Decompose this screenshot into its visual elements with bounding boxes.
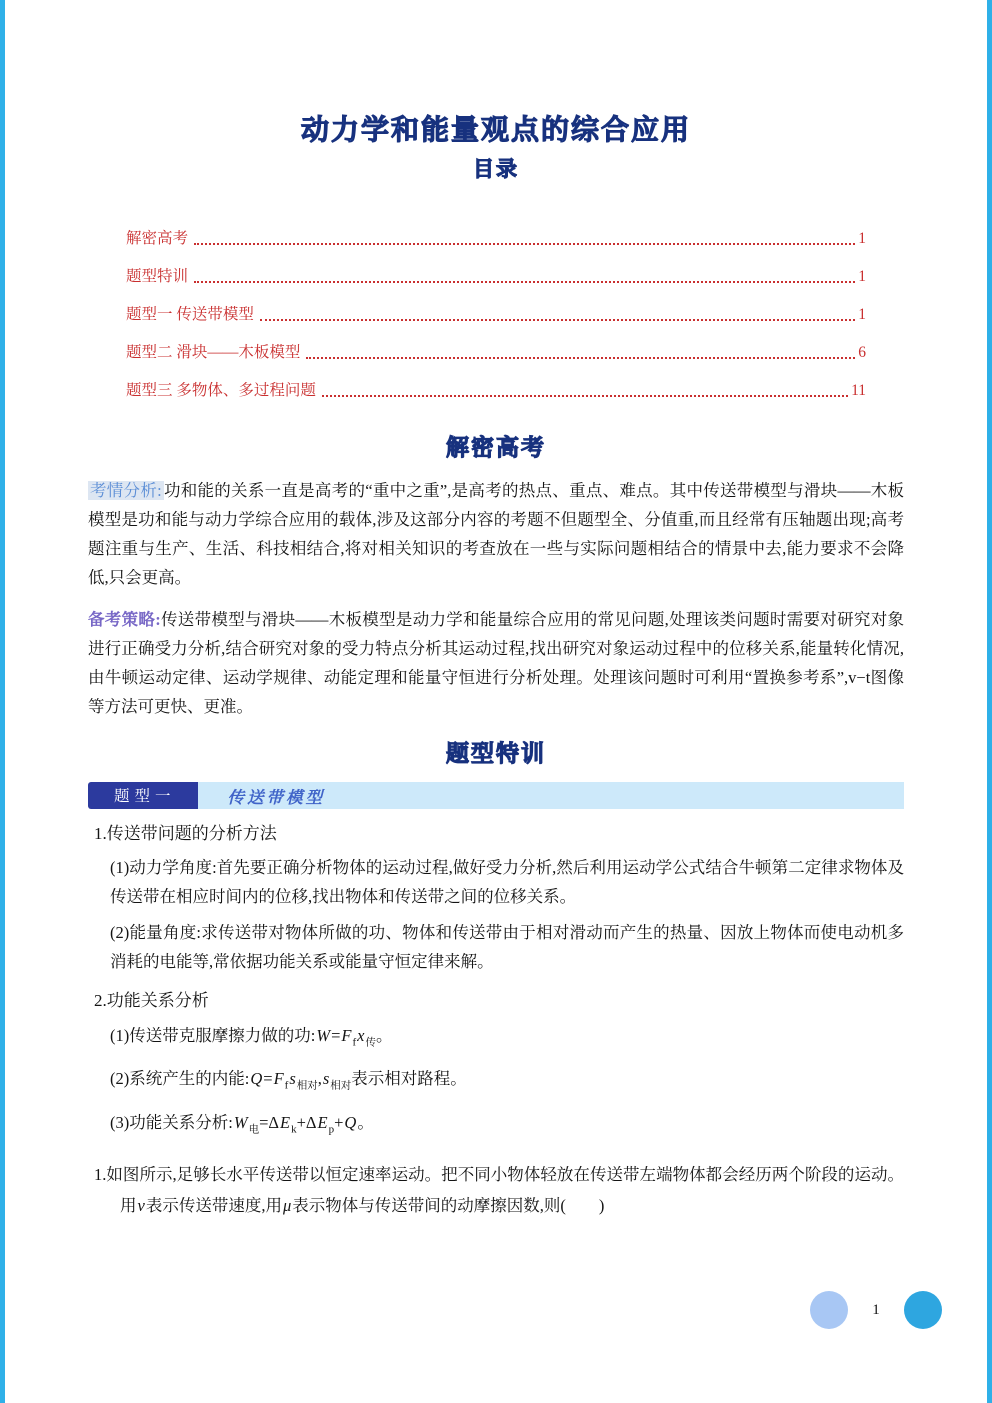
toc-item-type3[interactable] — [126, 380, 866, 401]
beikao-label: 备考策略: — [88, 610, 161, 629]
math-sub: 传 — [365, 1037, 376, 1049]
math-var: F — [273, 1069, 284, 1089]
toc-item-label: 题型特训 — [126, 268, 189, 285]
math-op: = — [331, 1026, 341, 1045]
toc-item-jiemi[interactable] — [126, 228, 866, 249]
toc-item-texun[interactable] — [126, 266, 866, 287]
toc-item-label: 题型三 多物体、多过程问题 — [126, 382, 316, 399]
formula-tail: 表示相对路程。 — [351, 1069, 467, 1089]
formula-label: (3)功能关系分析: — [110, 1112, 233, 1132]
toc-dot-leader — [194, 243, 855, 245]
math-end: 。 — [357, 1112, 374, 1132]
toc-item-label: 题型一 传送带模型 — [126, 306, 254, 323]
math-var: Q — [344, 1112, 357, 1132]
type-banner-tag: 题型一 — [88, 782, 198, 809]
beikao-paragraph — [88, 605, 904, 721]
formula-math — [249, 1069, 352, 1092]
left-edge-bar — [0, 0, 5, 1403]
right-edge-bar — [987, 0, 992, 1403]
toc-item-type2[interactable] — [126, 342, 866, 363]
toc-item-type1[interactable] — [126, 304, 866, 325]
formula-energy-relation — [110, 1110, 904, 1143]
formula-friction-work — [110, 1023, 904, 1056]
math-end: 。 — [375, 1026, 393, 1045]
math-sub: k — [291, 1122, 297, 1135]
method1-title: 1.传送带问题的分析方法 — [94, 824, 277, 843]
math-sub: 相对 — [330, 1080, 352, 1092]
page-number-badge: 1 — [857, 1291, 895, 1329]
math-var: x — [357, 1026, 365, 1045]
toc-item-page: 1 — [858, 306, 866, 323]
question-text: 表示传送带速度,用 — [145, 1195, 282, 1215]
beikao-text: 传送带模型与滑块——木板模型是动力学和能量综合应用的常见问题,处理该类问题时需要对研究对象进行正确受力分析,结合研究对象的受力特点分析其运动过程,找出研究对象运动过程中的位移关系,能量转化情况,由牛顿运动定律、运动学规律、动能定理和能量守恒进行分析处理。处理该问题时可利用“置换参考系”,v−t图像等方法可更快、更准。 — [88, 610, 905, 716]
math-var: F — [341, 1026, 352, 1045]
kaoqing-label: 考情分析: — [90, 481, 162, 500]
toc-item-label: 解密高考 — [126, 230, 189, 247]
question-text: 表示物体与传送带间的动摩擦因数,则( ) — [292, 1195, 605, 1215]
math-sub: f — [284, 1079, 289, 1092]
math-var: s — [289, 1069, 296, 1089]
method1-point2: (2)能量角度:求传送带对物体所做的功、物体和传送带由于相对滑动而产生的热量、因放上物体而使电动机多消耗的电能等,常依据功能关系或能量守恒定律来解。 — [110, 923, 904, 971]
question-1 — [94, 1159, 904, 1221]
page-title: 动力学和能量观点的综合应用 — [300, 113, 691, 146]
toc-dot-leader — [306, 357, 855, 359]
formula-label: (2)系统产生的内能: — [110, 1069, 250, 1089]
math-sub: p — [328, 1122, 335, 1135]
method1-point1: (1)动力学角度:首先要正确分析物体的运动过程,做好受力分析,然后利用运动学公式结合牛顿第二定律求物体及传送带在相应时间内的位移,找出物体和传送带之间的位移关系。 — [110, 858, 904, 906]
section-heading-tixing: 题型特训 — [446, 741, 546, 767]
question-text: 1.如图所示,足够长水平传送带以恒定速率运动。把不同小物体轻放在传送带左端物体都会经历两个阶段的运动。用 — [94, 1164, 904, 1215]
math-var: W — [316, 1026, 331, 1045]
math-sub: 电 — [248, 1123, 260, 1135]
type-banner — [88, 782, 904, 809]
math-var: v — [137, 1195, 145, 1215]
pager-right-circle — [904, 1291, 942, 1329]
math-op: + — [334, 1112, 344, 1132]
math-sub: 相对 — [296, 1080, 318, 1092]
formula-math — [233, 1112, 374, 1135]
table-of-contents — [126, 228, 866, 401]
formula-internal-energy — [110, 1066, 904, 1099]
type-banner-title: 传送带模型 — [198, 782, 904, 809]
toc-item-page: 11 — [851, 382, 866, 399]
toc-dot-leader — [194, 281, 855, 283]
formula-label: (1)传送带克服摩擦力做的功: — [110, 1026, 316, 1045]
kaoqing-text: 功和能的关系一直是高考的“重中之重”,是高考的热点、重点、难点。其中传送带模型与滑块——木板模型是功和能与动力学综合应用的载体,涉及这部分内容的考题不但题型全、分值重,而且经常有压轴题出现;高考题注重与生产、生活、科技相结合,将对相关知识的考查放在一些与实际问题相结合的情景中去,能力要求不会降低,只会更高。 — [88, 481, 904, 587]
kaoqing-paragraph — [88, 476, 904, 592]
method2-title: 2.功能关系分析 — [94, 991, 209, 1010]
math-op: +Δ — [296, 1112, 317, 1132]
formula-math — [315, 1026, 393, 1049]
toc-heading: 目录 — [473, 157, 519, 181]
math-op: = — [263, 1069, 273, 1089]
math-op: =Δ — [259, 1112, 279, 1132]
math-var: μ — [282, 1195, 292, 1215]
math-sub: f — [352, 1036, 357, 1049]
toc-dot-leader — [260, 319, 855, 321]
math-var: Q — [250, 1069, 263, 1089]
toc-item-page: 1 — [858, 230, 866, 247]
math-op: , — [317, 1069, 322, 1089]
page-footer-pager — [810, 1291, 942, 1329]
math-var: W — [233, 1112, 248, 1132]
math-var: E — [317, 1112, 328, 1132]
toc-dot-leader — [322, 395, 848, 397]
math-var: s — [322, 1069, 330, 1089]
section-heading-jiemi: 解密高考 — [446, 435, 546, 461]
toc-item-label: 题型二 滑块——木板模型 — [126, 344, 301, 361]
toc-item-page: 6 — [858, 344, 866, 361]
math-var: E — [280, 1112, 291, 1132]
toc-item-page: 1 — [858, 268, 866, 285]
pager-left-circle — [810, 1291, 848, 1329]
